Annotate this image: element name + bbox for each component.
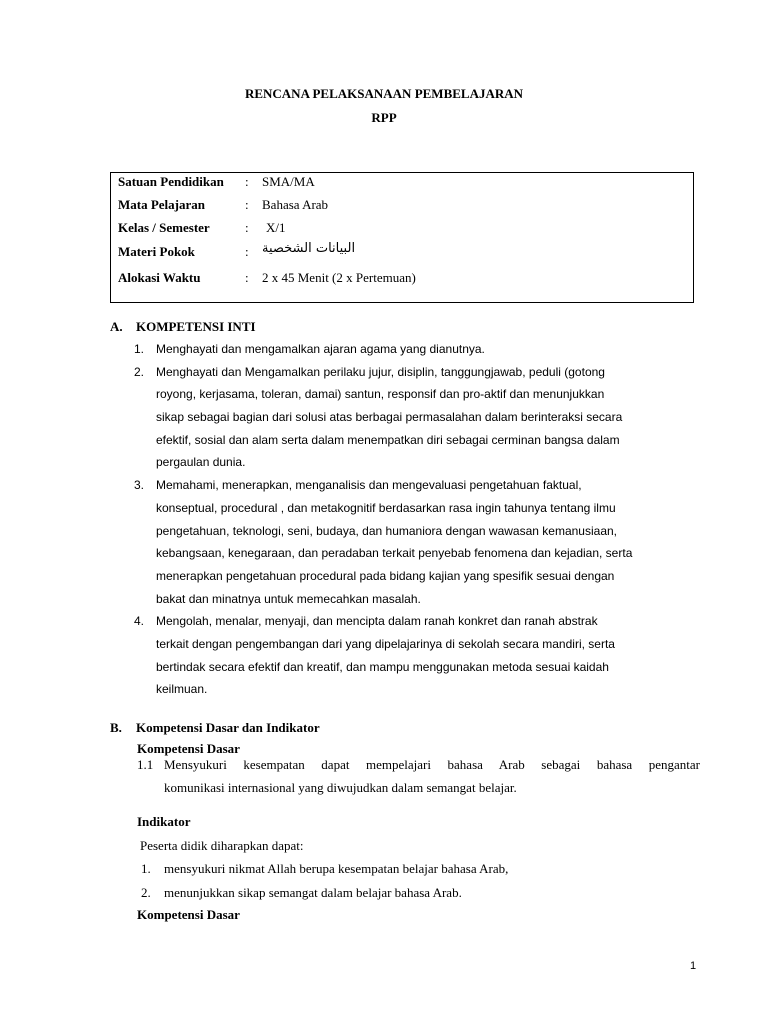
identity-label-kelas: Kelas / Semester — [118, 220, 210, 235]
section-title: KOMPETENSI INTI — [136, 319, 256, 334]
arabic-text: البيانات الشخصية — [262, 241, 356, 256]
indikator-number: 2. — [141, 885, 151, 900]
ki-line: pengetahuan, teknologi, seni, budaya, dan humaniora dengan wawasan kemanusiaan, — [156, 524, 618, 538]
document-subtitle: RPP — [371, 110, 397, 125]
ki-line: royong, kerjasama, toleran, damai) santun, responsif dan pro-aktif dan menunjukkan — [156, 387, 605, 401]
ki-number: 2. — [134, 365, 145, 379]
ki-number: 1. — [134, 342, 145, 356]
indikator-number: 1. — [141, 861, 151, 876]
identity-value-materi — [262, 240, 355, 256]
kd-heading: Kompetensi Dasar — [137, 741, 240, 756]
identity-colon: : — [245, 220, 249, 235]
kd-number: 1.1 — [137, 757, 154, 772]
ki-line: pergaulan dunia. — [156, 455, 246, 469]
identity-label-materi: Materi Pokok — [118, 244, 195, 259]
section-a-heading — [110, 319, 510, 335]
indikator-item: mensyukuri nikmat Allah berupa kesempatan belajar bahasa Arab, — [164, 861, 509, 876]
kd-text-line: komunikasi internasional yang diwujudkan dalam semangat belajar. — [164, 780, 517, 795]
document-title: RENCANA PELAKSANAAN PEMBELAJARAN — [244, 86, 524, 101]
identity-label-mapel: Mata Pelajaran — [118, 197, 206, 212]
indikator-heading: Indikator — [137, 814, 191, 829]
ki-line: terkait dengan pengembangan dari yang dipelajarinya di sekolah secara mandiri, serta — [156, 637, 615, 651]
identity-value-satuan: SMA/MA — [262, 174, 315, 189]
ki-line: bertindak secara efektif dan kreatif, dan mampu menggunakan metoda sesuai kaidah — [156, 660, 609, 674]
section-letter: A. — [110, 319, 123, 334]
ki-line: keilmuan. — [156, 682, 208, 696]
ki-number: 3. — [134, 478, 145, 492]
page-number: 1 — [690, 960, 697, 972]
identity-value-kelas: X/1 — [266, 220, 286, 235]
indikator-item: menunjukkan sikap semangat dalam belajar bahasa Arab. — [164, 885, 462, 900]
ki-line: Menghayati dan mengamalkan ajaran agama yang dianutnya. — [156, 342, 485, 356]
identity-label-alokasi: Alokasi Waktu — [118, 270, 201, 285]
kd-heading-2: Kompetensi Dasar — [137, 907, 240, 922]
ki-line: kebangsaan, kenegaraan, dan peradaban terkait penyebab fenomena dan kejadian, serta — [156, 546, 633, 560]
ki-line: Menghayati dan Mengamalkan perilaku jujur, disiplin, tanggungjawab, peduli (gotong — [156, 365, 605, 379]
identity-value-alokasi: 2 x 45 Menit (2 x Pertemuan) — [262, 270, 416, 285]
ki-line: Mengolah, menalar, menyaji, dan mencipta dalam ranah konkret dan ranah abstrak — [156, 614, 598, 628]
section-title: Kompetensi Dasar dan Indikator — [136, 720, 320, 735]
identity-colon: : — [245, 270, 249, 285]
kd-text-line: Mensyukuri kesempatan dapat mempelajari bahasa Arab sebagai bahasa pengantar — [164, 757, 700, 772]
identity-label-satuan: Satuan Pendidikan — [118, 174, 224, 189]
ki-line: bakat dan minatnya untuk memecahkan masalah. — [156, 592, 421, 606]
indikator-intro: Peserta didik diharapkan dapat: — [140, 838, 304, 853]
ki-line: menerapkan pengetahuan procedural pada bidang kajian yang spesifik sesuai dengan — [156, 569, 615, 583]
section-b-heading — [110, 720, 510, 736]
ki-line: Memahami, menerapkan, menganalisis dan mengevaluasi pengetahuan faktual, — [156, 478, 582, 492]
ki-line: konseptual, procedural , dan metakognitif berdasarkan rasa ingin tahunya tentang ilmu — [156, 501, 616, 515]
identity-colon: : — [245, 244, 249, 259]
identity-colon: : — [245, 174, 249, 189]
identity-value-mapel: Bahasa Arab — [262, 197, 329, 212]
ki-number: 4. — [134, 614, 145, 628]
ki-line: efektif, sosial dan alam serta dalam menempatkan diri sebagai cerminan bangsa dalam — [156, 433, 620, 447]
ki-line: sikap sebagai bagian dari solusi atas berbagai permasalahan dalam berinteraksi secara — [156, 410, 623, 424]
identity-colon: : — [245, 197, 249, 212]
section-letter: B. — [110, 720, 122, 735]
